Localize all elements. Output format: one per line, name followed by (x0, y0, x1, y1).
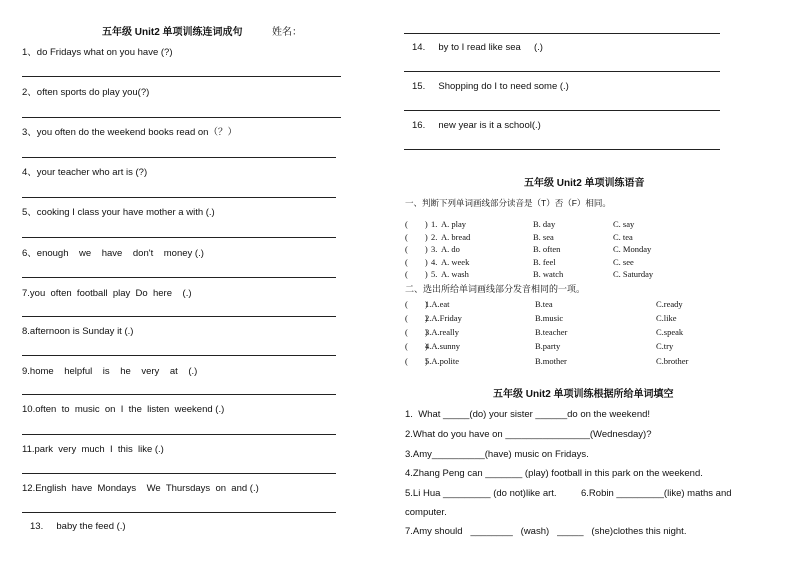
answer-line[interactable] (22, 355, 336, 356)
answer-line[interactable] (22, 117, 341, 118)
fill-line[interactable]: 6.Robin _________(like) maths and (581, 488, 732, 499)
name-label: 姓名： (272, 27, 302, 38)
answer-line[interactable] (22, 277, 336, 278)
fill-line[interactable]: 1. What _____(do) your sister ______do on the weekend! (405, 409, 651, 420)
row-number: 3. (431, 244, 438, 254)
sentence-item: 6、enough we have don't money (.) (22, 248, 204, 259)
sentence-item: 1、do Fridays what on you have (?) (22, 47, 173, 58)
option-a: A. do (441, 244, 460, 254)
option-b: B. day (533, 219, 556, 229)
option-c: C.speak (656, 327, 684, 337)
option-b: B. feel (533, 257, 556, 267)
option-a: 1.A.eat (425, 299, 450, 309)
option-a: A. play (441, 219, 467, 229)
option-b: B.teacher (535, 327, 568, 337)
option-c: C.try (656, 341, 674, 351)
answer-line[interactable] (22, 197, 336, 198)
fill-line[interactable]: 3.Amy__________(have) music on Fridays. (405, 449, 589, 460)
option-a: 4.A.sunny (425, 341, 460, 351)
sentence-item: 9.home helpful is he very at (.) (22, 366, 198, 377)
sentence-item: 8.afternoon is Sunday it (.) (22, 326, 134, 337)
sentence-item: 10.often to music on I the listen weekend (.) (22, 404, 225, 415)
answer-paren[interactable]: ( ) (405, 341, 428, 351)
sentence-item: 14. by to I read like sea (.) (412, 42, 543, 53)
answer-line[interactable] (22, 394, 336, 395)
row-number: 5. (431, 269, 438, 279)
fill-title: 五年级 Unit2 单项训练根据所给单词填空 (493, 389, 674, 400)
answer-line[interactable] (22, 473, 336, 474)
row-number: 1. (431, 219, 438, 229)
left-title: 五年级 Unit2 单项训练连词成句 (102, 27, 243, 38)
option-b: B. sea (533, 232, 554, 242)
answer-line[interactable] (404, 149, 720, 150)
option-c: C.ready (656, 299, 683, 309)
option-c: C. Monday (613, 244, 652, 254)
option-b: B.tea (535, 299, 553, 309)
option-b: B. watch (533, 269, 564, 279)
option-b: B.music (535, 313, 564, 323)
sentence-item: 7.you often football play Do here (.) (22, 288, 192, 299)
answer-paren[interactable]: ( ) (405, 232, 428, 242)
fill-line[interactable]: 2.What do you have on ________________(Wednesday)? (405, 429, 652, 440)
answer-paren[interactable]: ( ) (405, 244, 428, 254)
option-b: B. often (533, 244, 561, 254)
answer-paren[interactable]: ( ) (405, 327, 428, 337)
option-a: 5.A.polite (425, 356, 459, 366)
option-a: A. wash (441, 269, 469, 279)
sentence-item: 5、cooking I class your have mother a with (.) (22, 207, 215, 218)
answer-line[interactable] (22, 434, 336, 435)
option-c: C. Saturday (613, 269, 654, 279)
option-c: C. see (613, 257, 634, 267)
answer-paren[interactable]: ( ) (405, 299, 428, 309)
option-c: C. say (613, 219, 635, 229)
answer-line[interactable] (22, 316, 336, 317)
answer-line[interactable] (404, 110, 720, 111)
option-c: C.like (656, 313, 677, 323)
sentence-item: 11.park very much I this like (.) (22, 444, 164, 455)
sentence-item: 3、you often do the weekend books read on（？） (22, 127, 237, 138)
option-a: A. week (441, 257, 470, 267)
phonics-title: 五年级 Unit2 单项训练语音 (524, 178, 645, 189)
option-c: C. tea (613, 232, 633, 242)
answer-paren[interactable]: ( ) (405, 313, 428, 323)
answer-paren[interactable]: ( ) (405, 269, 428, 279)
sentence-item: 16. new year is it a school(.) (412, 120, 541, 131)
row-number: 4. (431, 257, 438, 267)
answer-line[interactable] (22, 237, 336, 238)
answer-line[interactable] (404, 33, 720, 34)
answer-line[interactable] (22, 76, 341, 77)
option-a: 3.A.really (425, 327, 459, 337)
option-b: B.mother (535, 356, 567, 366)
fill-line: computer. (405, 507, 447, 518)
answer-paren[interactable]: ( ) (405, 356, 428, 366)
answer-line[interactable] (22, 512, 336, 513)
answer-paren[interactable]: ( ) (405, 219, 428, 229)
answer-paren[interactable]: ( ) (405, 257, 428, 267)
answer-line[interactable] (404, 71, 720, 72)
sentence-item: 4、your teacher who art is (?) (22, 167, 148, 178)
sentence-item: 2、often sports do play you(?) (22, 87, 150, 98)
option-a: A. bread (441, 232, 471, 242)
option-b: B.party (535, 341, 561, 351)
sentence-item: 15. Shopping do I to need some (.) (412, 81, 569, 92)
row-number: 2. (431, 232, 438, 242)
option-a: 2.A.Friday (425, 313, 462, 323)
fill-line[interactable]: 7.Amy should ________ (wash) _____ (she)clothes this night. (405, 526, 687, 537)
section2-instruction: 二、选出所给单词画线部分发音相同的一项。 (405, 284, 586, 294)
sentence-item: 12.English have Mondays We Thursdays on and (.) (22, 483, 259, 494)
sentence-item: 13. baby the feed (.) (30, 521, 126, 532)
section1-instruction: 一、判断下列单词画线部分读音是（T）否（F）相同。 (405, 198, 611, 208)
fill-line[interactable]: 5.Li Hua _________ (do not)like art. (405, 488, 557, 499)
fill-line[interactable]: 4.Zhang Peng can _______ (play) football in this park on the weekend. (405, 468, 703, 479)
answer-line[interactable] (22, 157, 336, 158)
option-c: C.brother (656, 356, 689, 366)
